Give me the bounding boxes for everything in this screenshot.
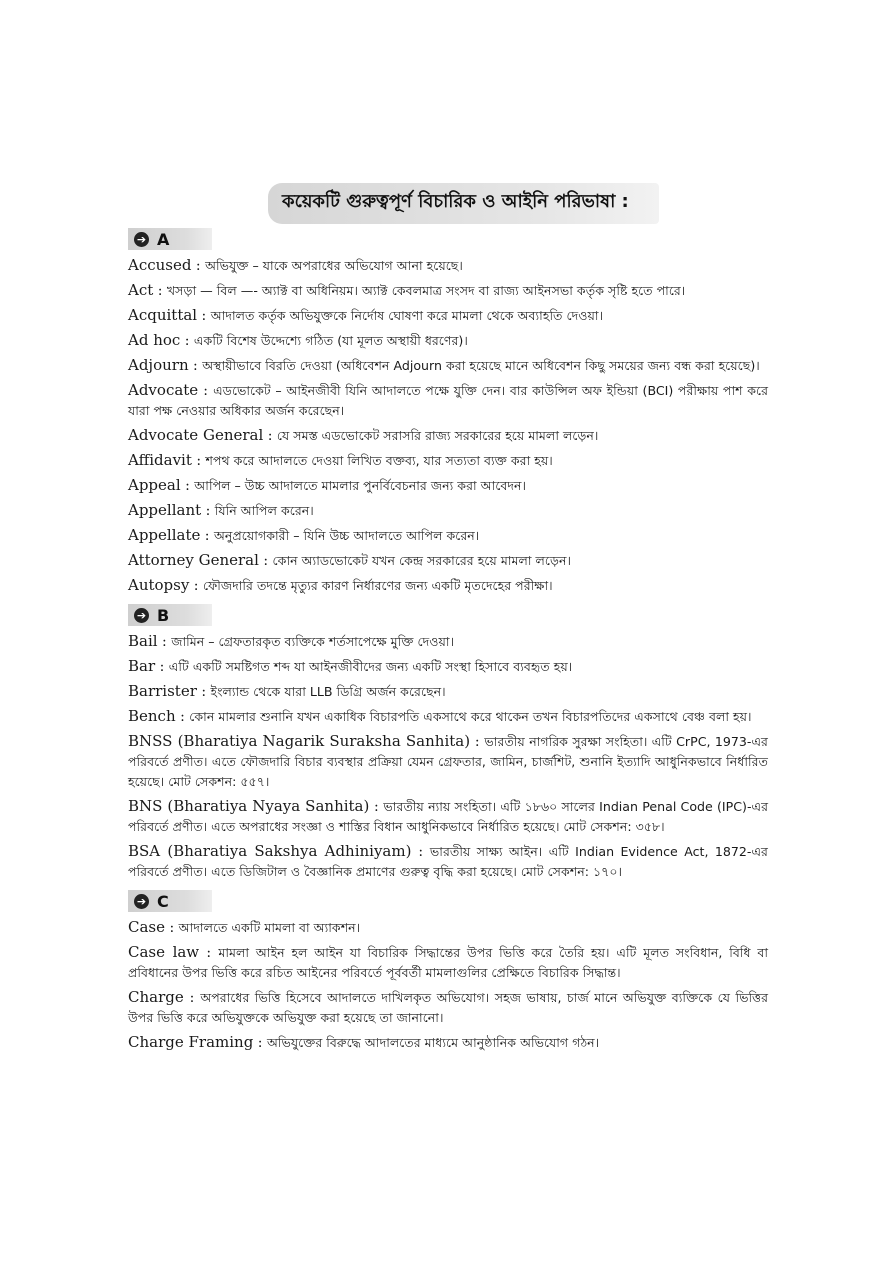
glossary-definition: জামিন – গ্রেফতারকৃত ব্যক্তিকে শর্তসাপেক্ষে মুক্তি দেওয়া।: [171, 634, 455, 649]
glossary-definition: অপরাধের ভিত্তি হিসেবে আদালতে দাখিলকৃত অভিযোগ। সহজ ভাষায়, চার্জ মানে অভিযুক্ত ব্যক্তিকে যে ভিত্তির উপর ভিত্তি করে অভিযুক্তকে অভিযুক্ত করা হয়েছে তা জানানো।: [128, 990, 768, 1025]
glossary-definition: আদালত কর্তৃক অভিযুক্তকে নির্দোষ ঘোষণা করে মামলা থেকে অব্যাহতি দেওয়া।: [210, 308, 604, 323]
glossary-entry: [128, 426, 768, 446]
glossary-definition: আদালতে একটি মামলা বা অ্যাকশন।: [178, 920, 361, 935]
glossary-entry: [128, 943, 768, 983]
term-separator: :: [470, 734, 485, 750]
glossary-entry: [128, 657, 768, 677]
glossary-term: Case law: [128, 943, 200, 961]
glossary-entry: [128, 842, 768, 882]
page-title: কয়েকটি গুরুত্বপূর্ণ বিচারিক ও আইনি পরিভাষা :: [268, 183, 659, 224]
term-separator: :: [157, 634, 172, 650]
section-heading-a: [128, 228, 212, 250]
term-separator: :: [411, 844, 430, 860]
section-heading-c: [128, 890, 212, 912]
glossary-term: Act: [128, 281, 154, 299]
glossary-term: Accused: [128, 256, 192, 274]
glossary-term: BNSS (Bharatiya Nagarik Suraksha Sanhita): [128, 732, 471, 750]
glossary-entry: [128, 632, 768, 652]
glossary-definition: অভিযুক্ত – যাকে অপরাধের অভিযোগ আনা হয়েছে।: [205, 258, 463, 273]
glossary-entry: [128, 476, 768, 496]
term-separator: :: [189, 578, 203, 594]
glossary-definition: ভারতীয় নাগরিক সুরক্ষা সংহিতা। এটি CrPC, 1973-এর পরিবর্তে প্রণীত। এতে ফৌজদারি বিচার ব্যবস্থার প্রক্রিয়া যেমন গ্রেফতার, জামিন, চার্জশিট, শুনানি ইত্যাদি আধুনিকভাবে নির্ধারিত হয়েছে। মোট সেকশন: ৫৫৭।: [128, 734, 768, 789]
glossary-definition: যিনি আপিল করেন।: [214, 503, 314, 518]
glossary-entry: [128, 707, 768, 727]
term-separator: :: [191, 258, 206, 274]
glossary-definition: যে সমস্ত এডভোকেট সরাসরি রাজ্য সরকারের হয়ে মামলা লড়েন।: [276, 428, 599, 443]
term-separator: :: [191, 453, 206, 469]
page-title-banner: [268, 183, 659, 224]
glossary-definition: মামলা আইন হল আইন যা বিচারিক সিদ্ধান্তের উপর ভিত্তি করে তৈরি হয়। এটি মূলত সংবিধান, বিধি বা প্রবিধানের উপর ভিত্তি করে রচিত আইনের পরিবর্তে পূর্ববর্তী মামলাগুলির প্রেক্ষিতে বিচারিক সিদ্ধান্ত।: [128, 945, 768, 980]
glossary-term: Bar: [128, 657, 156, 675]
glossary-term: Attorney General: [128, 551, 259, 569]
glossary-term: Advocate: [128, 381, 199, 399]
glossary-entry: [128, 451, 768, 471]
glossary-definition: অস্থায়ীভাবে বিরতি দেওয়া (অধিবেশন Adjourn করা হয়েছে মানে অধিবেশন কিছু সময়ের জন্য বন্ধ করা হয়েছে)।: [202, 358, 760, 373]
glossary-definition: কোন মামলার শুনানি যখন একাধিক বিচারপতি একসাথে করে থাকেন তখন বিচারপতিদের একসাথে বেঞ্চ বলা হয়।: [189, 709, 752, 724]
term-separator: :: [155, 659, 169, 675]
glossary-term: Barrister: [128, 682, 197, 700]
glossary-definition: এটি একটি সমষ্টিগত শব্দ যা আইনজীবীদের জন্য একটি সংস্থা হিসাবে ব্যবহৃত হয়।: [168, 659, 573, 674]
glossary-term: Ad hoc: [128, 331, 181, 349]
term-separator: :: [253, 1035, 267, 1051]
glossary-entry: [128, 682, 768, 702]
glossary-term: Acquittal: [128, 306, 198, 324]
glossary-term: Charge Framing: [128, 1033, 254, 1051]
glossary-term: Affidavit: [128, 451, 192, 469]
term-separator: :: [198, 383, 214, 399]
glossary-term: Autopsy: [128, 576, 190, 594]
glossary-definition: ফৌজদারি তদন্তে মৃত্যুর কারণ নির্ধারণের জন্য একটি মৃতদেহের পরীক্ষা।: [202, 578, 553, 593]
glossary-term: BNS (Bharatiya Nyaya Sanhita): [128, 797, 370, 815]
glossary-entry: [128, 501, 768, 521]
glossary-definition: এডভোকেট – আইনজীবী যিনি আদালতে পক্ষে যুক্তি দেন। বার কাউন্সিল অফ ইন্ডিয়া (BCI) পরীক্ষায় পাশ করে যারা পক্ষ নেওয়ার অধিকার অর্জন করেছেন।: [128, 383, 768, 418]
glossary-definition: ভারতীয় ন্যায় সংহিতা। এটি ১৮৬০ সালের Indian Penal Code (IPC)-এর পরিবর্তে প্রণীত। এতে অপরাধের সংজ্ঞা ও শাস্তির বিধান আধুনিকভাবে নির্ধারিত হয়েছে। মোট সেকশন: ৩৫৮।: [128, 799, 768, 834]
glossary-term: Appellate: [128, 526, 201, 544]
section-letter: A: [157, 229, 170, 249]
glossary-entry: [128, 576, 768, 596]
glossary-definition: আপিল – উচ্চ আদালতে মামলার পুনর্বিবেচনার জন্য করা আবেদন।: [194, 478, 527, 493]
section-letter: C: [157, 891, 169, 911]
arrow-right-circle-icon: ➔: [134, 894, 149, 909]
term-separator: :: [196, 684, 211, 700]
term-separator: :: [153, 283, 167, 299]
term-separator: :: [165, 920, 179, 936]
term-separator: :: [180, 478, 195, 494]
glossary-definition: কোন অ্যাডভোকেট যখন কেন্দ্র সরকারের হয়ে মামলা লড়েন।: [272, 553, 571, 568]
glossary-term: Case: [128, 918, 165, 936]
glossary-entry: [128, 381, 768, 421]
term-separator: :: [180, 333, 194, 349]
glossary-definition: একটি বিশেষ উদ্দেশ্যে গঠিত (যা মূলত অস্থায়ী ধরণের)।: [193, 333, 468, 348]
section-heading-b: [128, 604, 212, 626]
glossary-definition: ভারতীয় সাক্ষ্য আইন। এটি Indian Evidence Act, 1872-এর পরিবর্তে প্রণীত। এতে ডিজিটাল ও বৈজ্ঞানিক প্রমাণের গুরুত্ব বৃদ্ধি করা হয়েছে। মোট সেকশন: ১৭০।: [128, 844, 768, 879]
glossary-term: Advocate General: [128, 426, 264, 444]
term-separator: :: [200, 528, 214, 544]
glossary-definition: খসড়া — বিল —- অ্যাক্ট বা অধিনিয়ম। অ্যাক্ট কেবলমাত্র সংসদ বা রাজ্য আইনসভা কর্তৃক সৃষ্টি হতে পারে।: [166, 283, 686, 298]
glossary-entry: [128, 306, 768, 326]
section-letter: B: [157, 605, 170, 625]
glossary-term: Adjourn: [128, 356, 189, 374]
glossary-term: BSA (Bharatiya Sakshya Adhiniyam): [128, 842, 412, 860]
glossary-term: Bench: [128, 707, 176, 725]
glossary-entry: [128, 732, 768, 792]
glossary-entry: [128, 281, 768, 301]
glossary-definition: অনুপ্রয়োগকারী – যিনি উচ্চ আদালতে আপিল করেন।: [213, 528, 480, 543]
glossary-entry: [128, 526, 768, 546]
glossary-entry: [128, 331, 768, 351]
glossary-entry: [128, 797, 768, 837]
glossary-term: Bail: [128, 632, 158, 650]
arrow-right-circle-icon: ➔: [134, 232, 149, 247]
glossary-term: Appeal: [128, 476, 181, 494]
glossary-term: Appellant: [128, 501, 202, 519]
term-separator: :: [183, 990, 201, 1006]
term-separator: :: [201, 503, 215, 519]
arrow-right-circle-icon: ➔: [134, 608, 149, 623]
glossary-definition: শপথ করে আদালতে দেওয়া লিখিত বক্তব্য, যার সত্যতা ব্যক্ত করা হয়।: [205, 453, 553, 468]
glossary-definition: অভিযুক্তের বিরুদ্ধে আদালতের মাধ্যমে আনুষ্ঠানিক অভিযোগ গঠন।: [266, 1035, 600, 1050]
glossary-entry: [128, 918, 768, 938]
term-separator: :: [258, 553, 273, 569]
term-separator: :: [369, 799, 384, 815]
glossary-entry: [128, 551, 768, 571]
glossary-entry: [128, 256, 768, 276]
glossary: [128, 224, 768, 1058]
term-separator: :: [263, 428, 277, 444]
glossary-term: Charge: [128, 988, 184, 1006]
term-separator: :: [188, 358, 203, 374]
term-separator: :: [175, 709, 190, 725]
glossary-entry: [128, 356, 768, 376]
term-separator: :: [197, 308, 211, 324]
glossary-entry: [128, 988, 768, 1028]
term-separator: :: [199, 945, 219, 961]
glossary-entry: [128, 1033, 768, 1053]
glossary-definition: ইংল্যান্ড থেকে যারা LLB ডিগ্রি অর্জন করেছেন।: [210, 684, 446, 699]
